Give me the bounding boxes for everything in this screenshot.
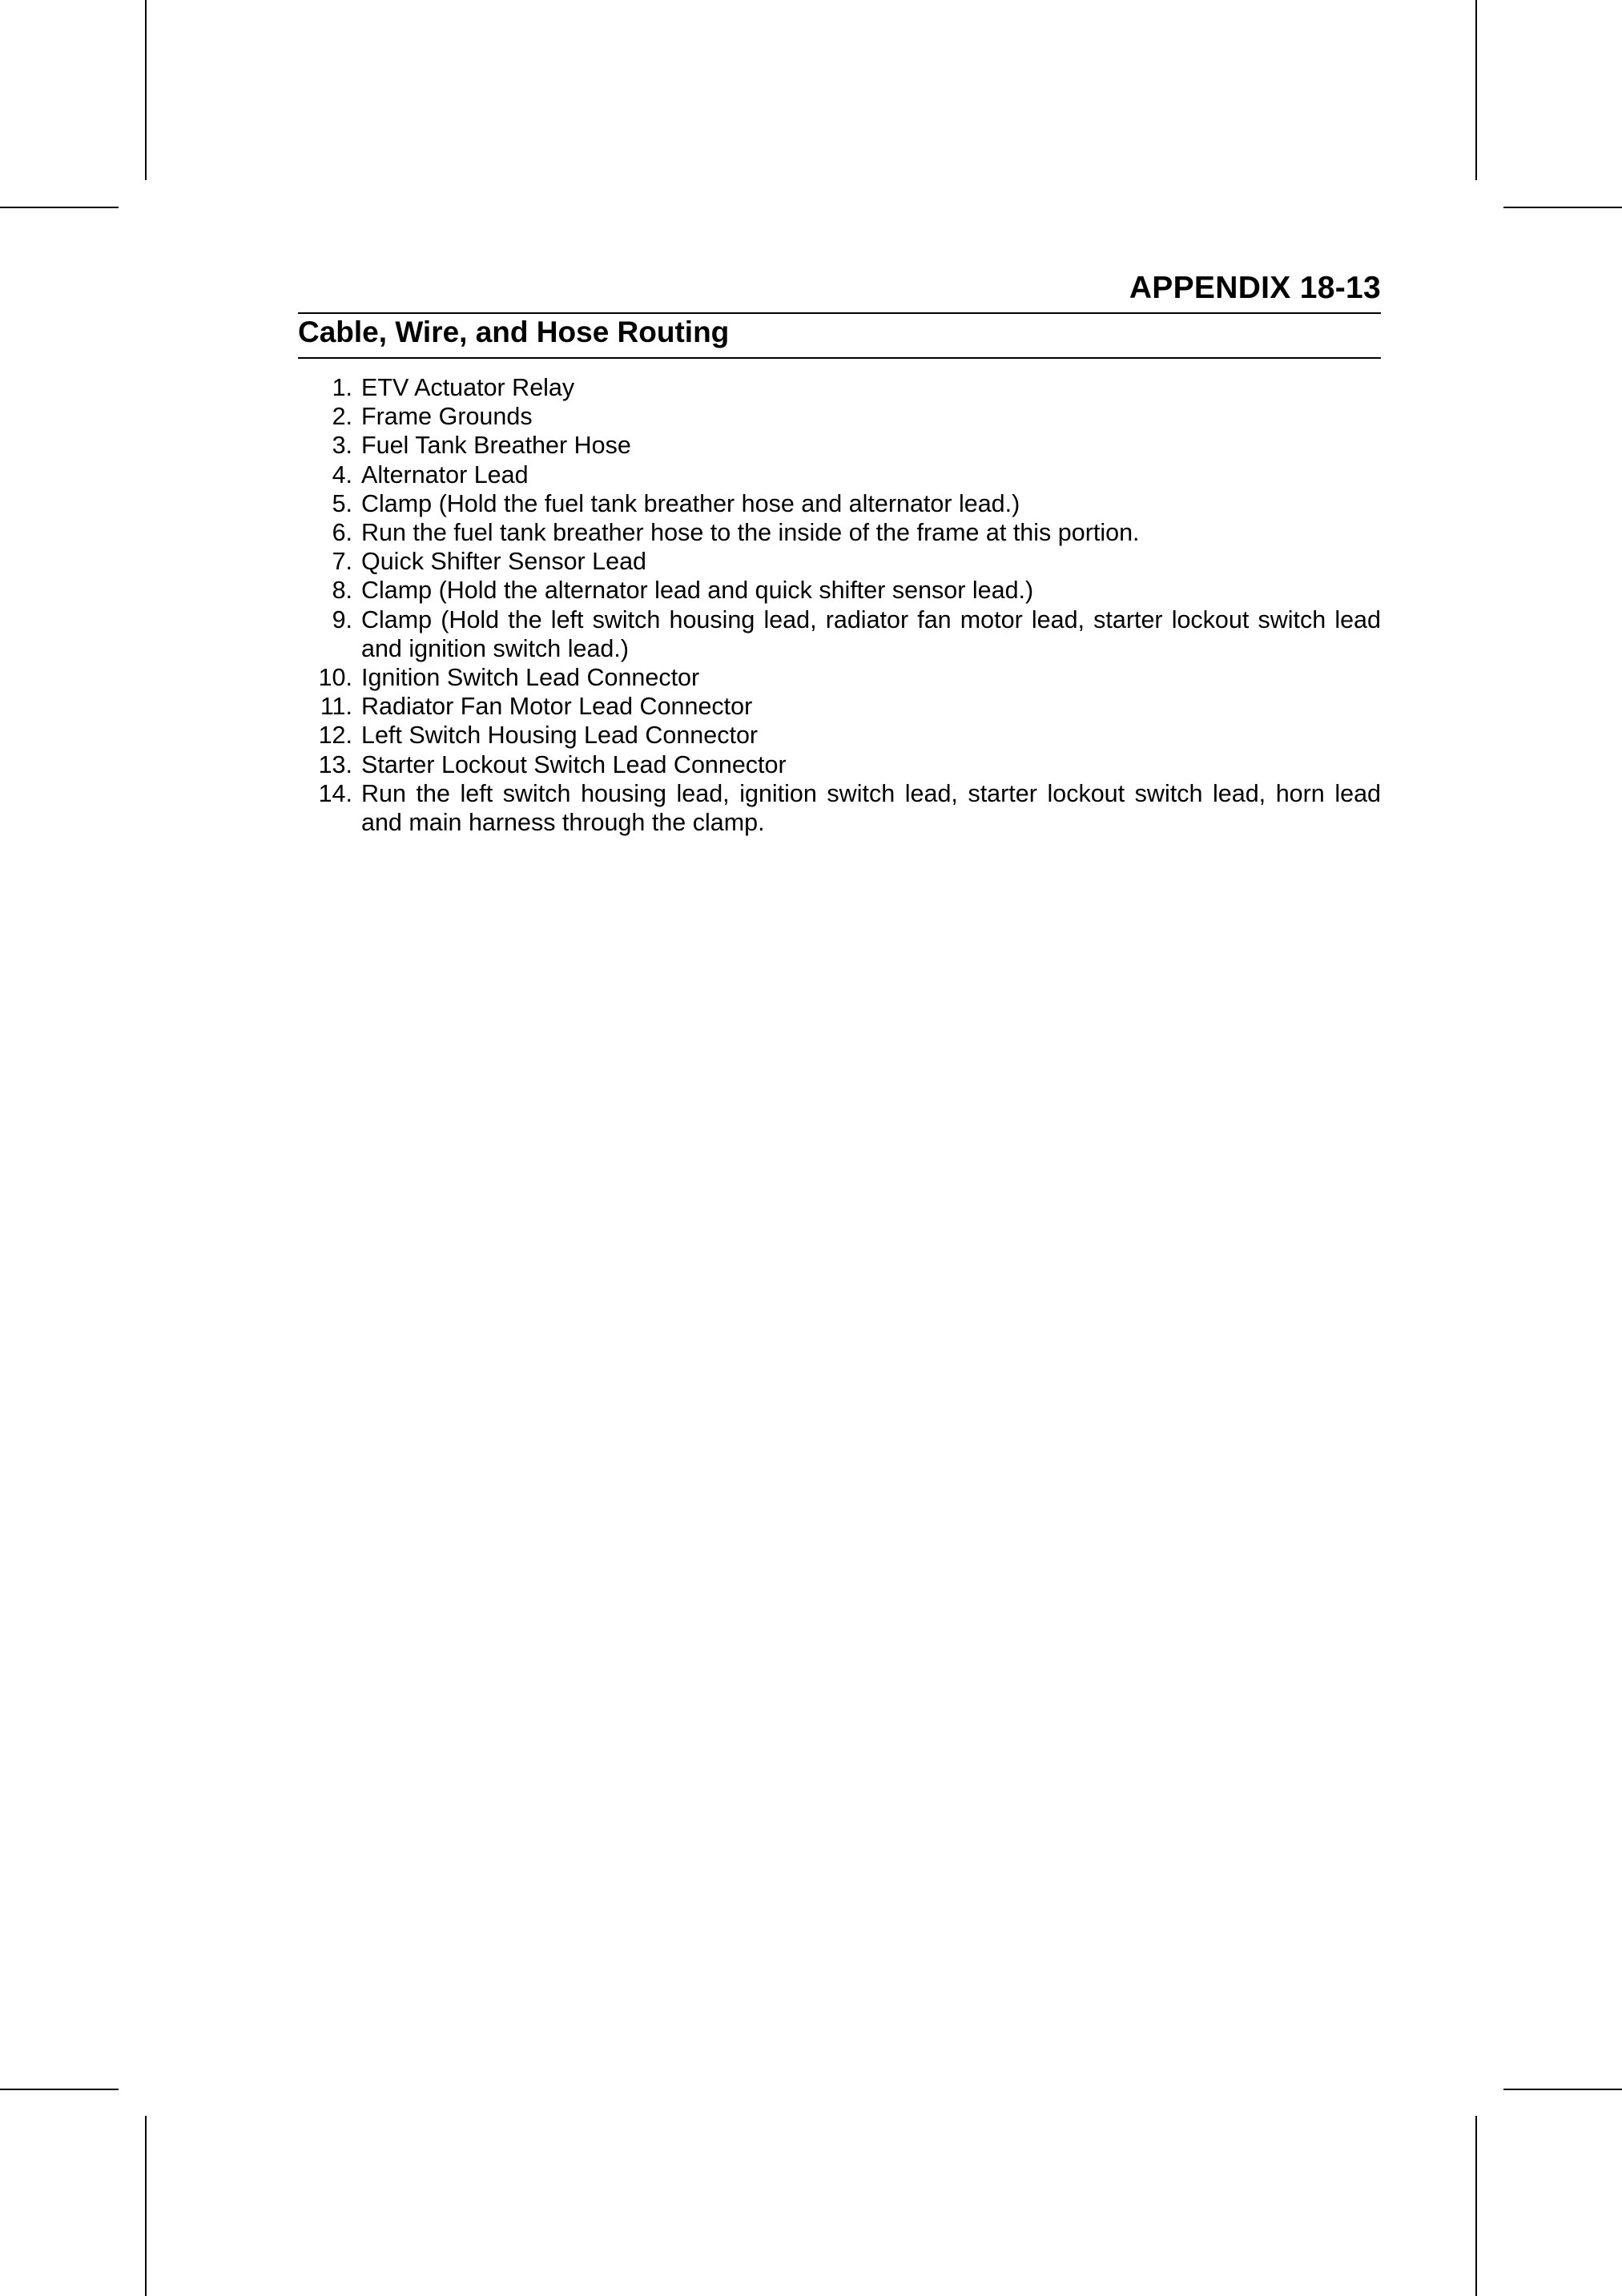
item-text: Run the fuel tank breather hose to the inside of the frame at this portion.	[361, 519, 1140, 547]
item-number: 4.	[332, 460, 352, 489]
list-item	[298, 402, 1381, 431]
item-text: Radiator Fan Motor Lead Connector	[361, 693, 753, 721]
item-text: Clamp (Hold the fuel tank breather hose and alternator lead.)	[361, 489, 1020, 517]
crop-mark-bottom-left-horizontal	[0, 2089, 119, 2090]
item-text: Starter Lockout Switch Lead Connector	[361, 750, 787, 778]
item-text: Fuel Tank Breather Hose	[361, 432, 631, 460]
item-text: Quick Shifter Sensor Lead	[361, 548, 647, 576]
list-item	[298, 431, 1381, 460]
section-title: Cable, Wire, and Hose Routing	[298, 316, 730, 348]
crop-mark-bottom-left-vertical	[145, 2116, 147, 2296]
item-number: 8.	[332, 577, 352, 605]
item-text: Clamp (Hold the left switch housing lead, radiator fan motor lead, starter lockout switch lead and ignition switch lead.)	[361, 605, 1381, 662]
item-text: Clamp (Hold the alternator lead and quick shifter sensor lead.)	[361, 577, 1034, 605]
list-item	[298, 750, 1381, 779]
list-item	[298, 373, 1381, 402]
item-text: ETV Actuator Relay	[361, 374, 575, 401]
list-item	[298, 489, 1381, 518]
item-number: 1.	[332, 374, 352, 401]
item-number: 10.	[318, 664, 352, 692]
item-number: 2.	[332, 403, 352, 431]
page-header	[298, 264, 1381, 314]
item-text: Ignition Switch Lead Connector	[361, 664, 700, 692]
section-title-bar	[298, 312, 1381, 359]
item-number: 11.	[320, 693, 352, 721]
item-text: Run the left switch housing lead, ignition switch lead, starter lockout switch lead, horn lead and main harness through the clamp.	[361, 779, 1381, 837]
crop-mark-top-right-vertical	[1475, 0, 1477, 180]
item-number: 6.	[332, 519, 352, 547]
page-number: APPENDIX 18-13	[1129, 271, 1381, 305]
list-item	[298, 576, 1381, 605]
list-item	[298, 460, 1381, 489]
item-number: 14.	[318, 779, 352, 807]
crop-mark-top-left-horizontal	[0, 207, 119, 208]
item-text: Left Switch Housing Lead Connector	[361, 722, 759, 750]
crop-mark-bottom-right-horizontal	[1503, 2089, 1622, 2090]
crop-mark-top-left-vertical	[145, 0, 147, 180]
item-number: 12.	[318, 722, 352, 750]
list-item	[298, 779, 1381, 837]
list-item	[298, 663, 1381, 692]
crop-mark-top-right-horizontal	[1503, 207, 1622, 208]
list-item	[298, 721, 1381, 750]
item-number: 13.	[318, 750, 352, 778]
item-number: 3.	[332, 432, 352, 460]
list-item	[298, 692, 1381, 721]
list-item	[298, 605, 1381, 663]
list-item	[298, 547, 1381, 576]
item-text: Frame Grounds	[361, 403, 533, 431]
list-item	[298, 518, 1381, 547]
callout-legend-list	[298, 373, 1381, 837]
crop-mark-bottom-right-vertical	[1475, 2116, 1477, 2296]
item-number: 5.	[332, 489, 352, 517]
item-number: 9.	[332, 605, 352, 633]
item-text: Alternator Lead	[361, 460, 529, 489]
item-number: 7.	[332, 548, 352, 576]
